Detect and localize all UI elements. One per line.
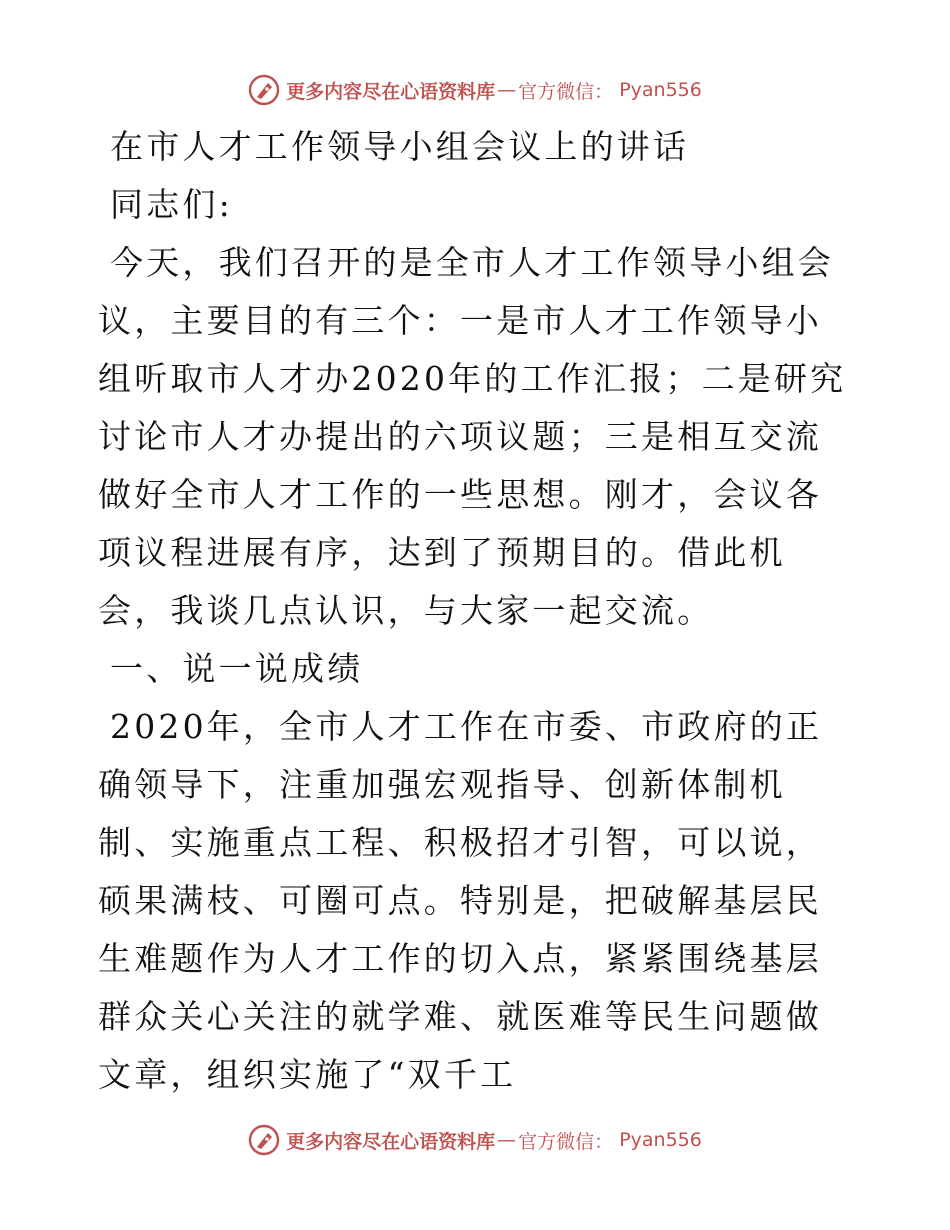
watermark-wechat-id: Pyan556 — [619, 79, 702, 101]
section-paragraph: 2020年，全市人才工作在市委、市政府的正确领导下，注重加强宏观指导、创新体制机制、实施重点工程、积极招才引智，可以说，硕果满枝、可圈可点。特别是，把破解基层民生难题作为人才工作的切入点，紧紧围绕基层群众关心关注的就学难、就医难等民生问题做文章，组织实施了“双千工 — [98, 707, 823, 1094]
watermark-brand: 更多内容尽在心语资料库 — [286, 1130, 496, 1153]
watermark-dash: — — [497, 79, 517, 101]
watermark-wechat-id: Pyan556 — [619, 1129, 702, 1151]
header-watermark — [0, 70, 950, 110]
watermark-brand: 更多内容尽在心语资料库 — [286, 80, 496, 103]
footer-watermark — [0, 1120, 950, 1160]
document-title: 在市人才工作领导小组会议上的讲话 — [110, 127, 690, 166]
watermark-wechat-label: 官方微信： — [518, 1130, 614, 1153]
document-body — [98, 118, 858, 1104]
watermark-dash: — — [497, 1129, 517, 1151]
section-heading: 一、说一说成绩 — [110, 649, 364, 688]
pen-nib-logo-icon — [248, 74, 280, 106]
pen-nib-logo-icon — [248, 1124, 280, 1156]
intro-paragraph: 今天，我们召开的是全市人才工作领导小组会议，主要目的有三个：一是市人才工作领导小组听取市人才办2020年的工作汇报；二是研究讨论市人才办提出的六项议题；三是相互交流做好全市人才工作的一些思想。刚才，会议各项议程进展有序，达到了预期目的。借此机会，我谈几点认识，与大家一起交流。 — [98, 243, 847, 630]
salutation: 同志们: — [110, 185, 233, 224]
watermark-wechat-label: 官方微信： — [518, 80, 614, 103]
